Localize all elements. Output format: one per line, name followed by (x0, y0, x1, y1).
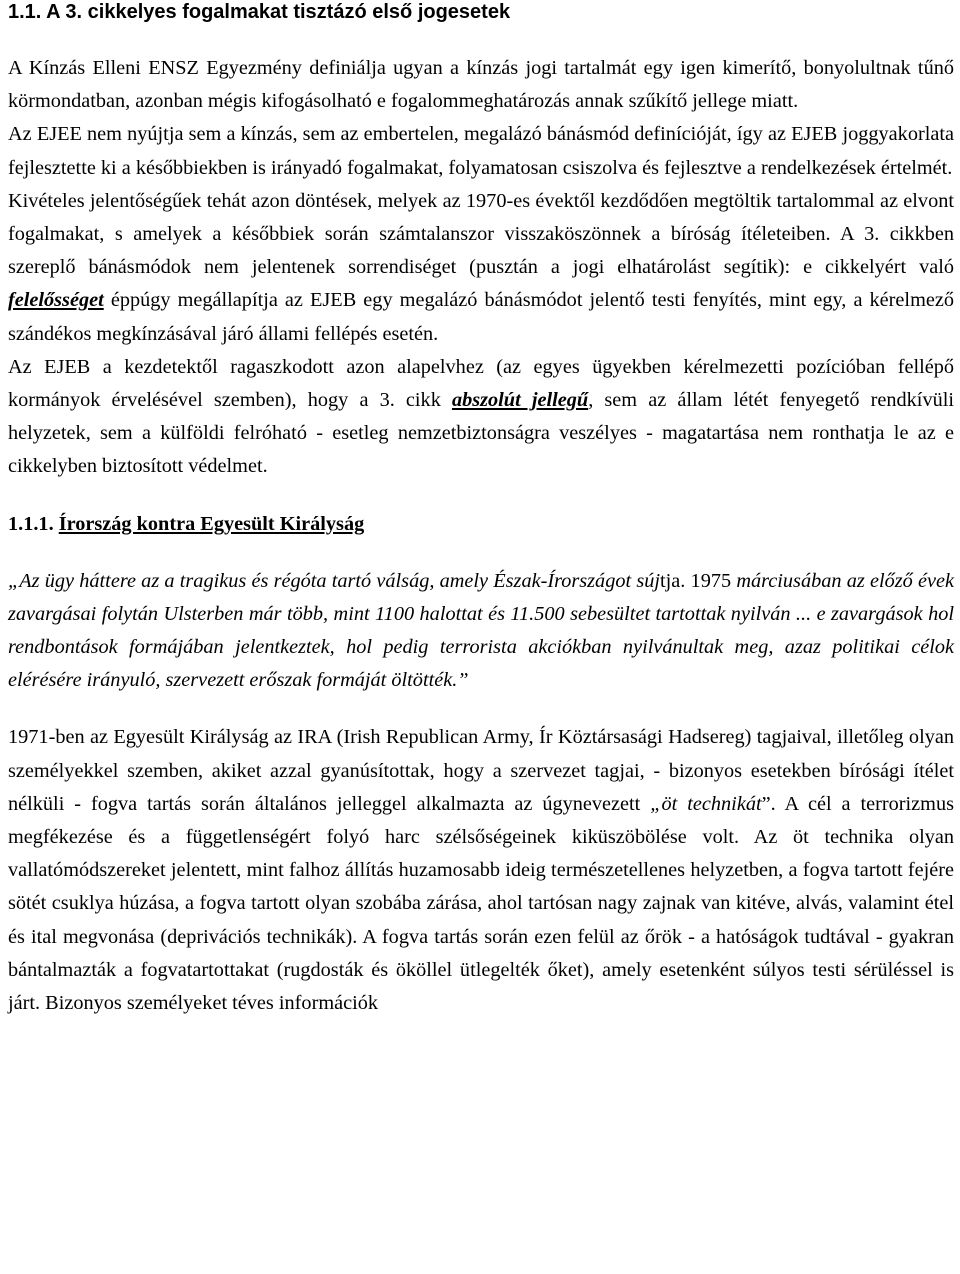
emphasis-text: abszolút jellegű (451, 389, 589, 412)
subsection-heading (8, 508, 954, 541)
paragraph-text: ”. A cél a terrorizmus megfékezése és a függetlenségért folyó harc szélsőségeinek kiküszöbölése volt. Az öt technika olyan vallatómódszereket jelentett, mint falhoz állítás huzamosabb ideig természetellenes helyzetben, a fogva tartott fejére sötét csuklya húzása, a fogva tartott olyan szobába zárása, ahol tartósan nagy zajnak van kitéve, alvás, valamint étel és ital megvonása (deprivációs technikák). A fogva tartás során ezen felül az őrök - a hatóságok tudtával - gyakran bántalmazták a fogvatartottakat (rugdosták és ököllel ütlegelték őket), amely esetenként súlyos testi sérüléssel is járt. Bizonyos személyeket téves információk (8, 792, 954, 1015)
paragraph-decisions (8, 185, 954, 351)
paragraph-text: Kivételes jelentőségűek tehát azon döntések, melyek az 1970-es évektől kezdődően megtöltik tartalommal az elvont fogalmakat, s amelyek a későbbiek során számtalanszor visszaköszönnek a bíróság ítéleteiben. A 3. cikkben szereplő bánásmódok nem jelentenek sorrendiséget (pusztán a jogi elhatárolást segítik): e cikkelyért való (8, 189, 954, 279)
section-heading: 1.1. A 3. cikkelyes fogalmakat tisztázó első jogesetek (8, 1, 511, 23)
paragraph-un-convention (8, 52, 954, 118)
paragraph-text: éppúgy megállapítja az EJEB egy megalázó bánásmódot jelentő testi fenyítés, mint egy, a kérelmező szándékos megkínzásával járó állami fellépés esetén. (8, 289, 954, 345)
quote-text: márciusában az előző évek zavargásai folytán Ulsterben már több, mint 1100 halottat és 11.500 sebesültet tartottak nyilván ... e zavargások hol rendbontások formájában jelentkeztek, hol pedig terrorista akciókban nyilvánultak meg, azaz politikai célok elérésére irányuló, szervezett erőszak formáját öltötték.” (8, 569, 954, 692)
emphasis-text: „öt technikát (650, 792, 762, 815)
paragraph-text: Az EJEE nem nyújtja sem a kínzás, sem az embertelen, megalázó bánásmód definícióját, így az EJEB joggyakorlata fejlesztette ki a későbbiekben is irányadó fogalmakat, folyamatosan csiszolva és fejlesztve a rendelkezések értelmét. (8, 123, 954, 179)
subsection-title: Írország kontra Egyesült Királyság (58, 512, 365, 535)
paragraph-text: Az EJEB a kezdetektől ragaszkodott azon alapelvhez (az egyes ügyekben kérelmezetti pozícióban fellépő kormányok érvelésével szemben), hogy a 3. cikk (8, 355, 954, 412)
paragraph-text: A Kínzás Elleni ENSZ Egyezmény definiálja ugyan a kínzás jogi tartalmát egy igen kimerítő, bonyolultnak tűnő körmondatban, azonban mégis kifogásolható e fogalommeghatározás annak szűkítő jellege miatt. (8, 57, 954, 113)
quote-text: „Az ügy háttere az a tragikus és régóta tartó válság, amely Észak-Írországot súj (8, 569, 660, 592)
paragraph-absolute (8, 351, 954, 484)
paragraph-text: , sem az állam létét fenyegető rendkívüli helyzetek, sem a külföldi felróható - esetleg nemzetbiztonságra veszélyes - magatartása nem ronthatja le az e cikkelyben biztosított védelmet. (8, 389, 954, 478)
quote-paragraph (8, 565, 954, 698)
emphasis-text: felelősséget (8, 289, 104, 312)
document-page (8, 0, 954, 1020)
paragraph-ejee (8, 118, 954, 184)
quote-text-plain: tja. 1975 (660, 569, 737, 592)
paragraph-text: 1971-ben az Egyesült Királyság az IRA (Irish Republican Army, Ír Köztársasági Hadsereg) tagjaival, illetőleg olyan személyekkel szemben, akiket azzal gyanúsítottak, hogy a szervezet tagjai, - bizonyos esetekben bírósági ítélet nélküli - fogva tartás során általános jelleggel alkalmazta az úgynevezett (8, 726, 954, 815)
subsection-number: 1.1.1. (8, 512, 59, 535)
paragraph-five-techniques (8, 721, 954, 1020)
